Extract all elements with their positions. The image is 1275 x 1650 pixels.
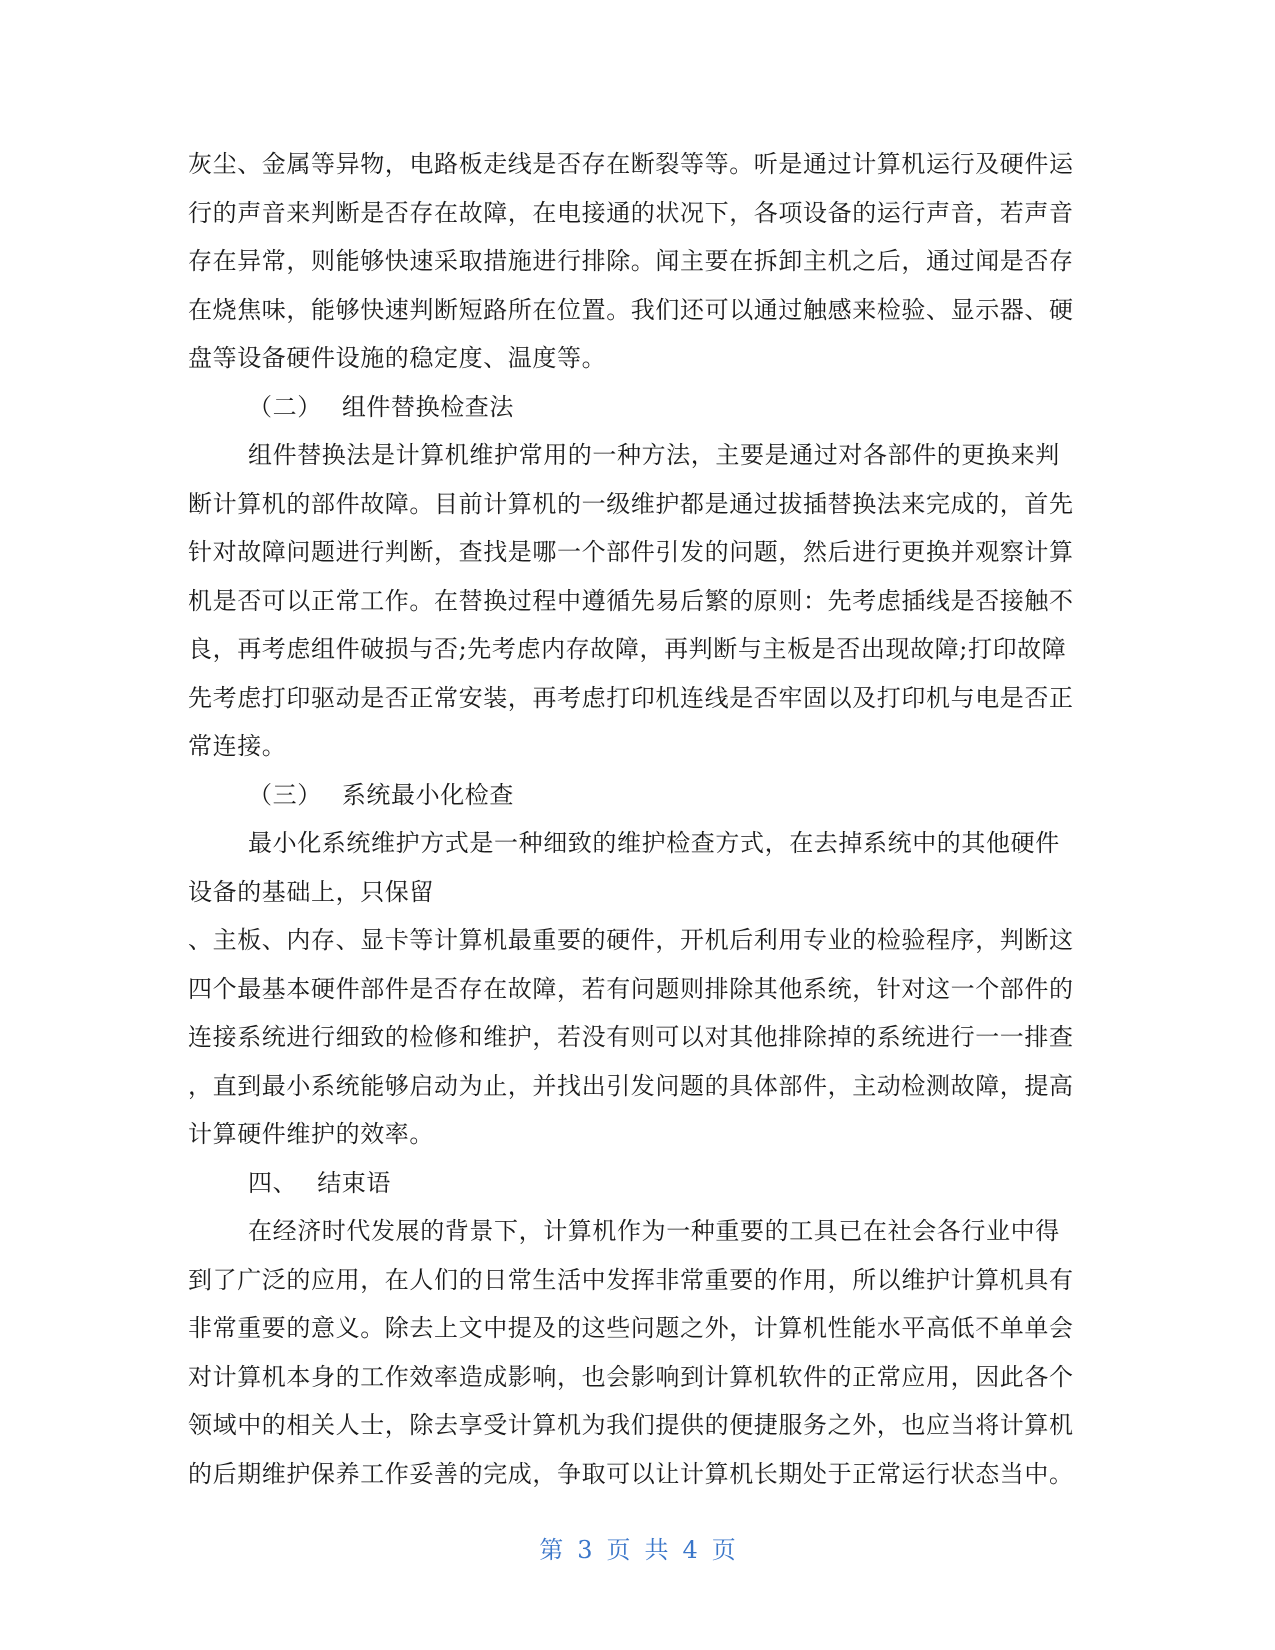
paragraph-line: 存在异常，则能够快速采取措施进行排除。闻主要在拆卸主机之后，通过闻是否存: [188, 247, 1074, 275]
paragraph-line: 在烧焦味，能够快速判断短路所在位置。我们还可以通过触感来检验、显示器、硬: [188, 295, 1074, 324]
section-title: 结束语: [317, 1168, 392, 1197]
paragraph-line: 领域中的相关人士，除去享受计算机为我们提供的便捷服务之外，也应当将计算机: [188, 1411, 1074, 1439]
paragraph-line: 先考虑打印驱动是否正常安装，再考虑打印机连线是否牢固以及打印机与电是否正: [188, 683, 1074, 712]
paragraph-line: 连接系统进行细致的检修和维护，若没有则可以对其他排除掉的系统进行一一排查: [188, 1023, 1074, 1051]
paragraph-line: 的后期维护保养工作妥善的完成，争取可以让计算机长期处于正常运行状态当中。: [188, 1459, 1074, 1488]
footer-total-label: 共: [644, 1536, 669, 1564]
paragraph-line: 、主板、内存、显卡等计算机最重要的硬件，开机后利用专业的检验程序，判断这: [188, 926, 1074, 954]
paragraph-line: 在经济时代发展的背景下，计算机作为一种重要的工具已在社会各行业中得: [248, 1217, 1060, 1245]
section-heading-3: [188, 771, 1088, 820]
section-title: 系统最小化检查: [341, 780, 515, 809]
section-number: （三）: [248, 780, 322, 809]
footer-page-label: 页: [606, 1536, 631, 1564]
paragraph-line: 四个最基本硬件部件是否存在故障，若有问题则排除其他系统，针对这一个部件的: [188, 974, 1074, 1003]
section-heading-4: [188, 1159, 1088, 1208]
paragraph-line: 盘等设备硬件设施的稳定度、温度等。: [188, 344, 607, 372]
footer-current-page: 3: [577, 1536, 593, 1564]
paragraph-line: ，直到最小系统能够启动为止，并找出引发问题的具体部件，主动检测故障，提高: [188, 1071, 1074, 1100]
page-body: [188, 140, 1088, 1498]
paragraph-line: 良，再考虑组件破损与否;先考虑内存故障，再判断与主板是否出现故障;打印故障: [188, 635, 1067, 663]
paragraph-line: 对计算机本身的工作效率造成影响，也会影响到计算机软件的正常应用，因此各个: [188, 1362, 1074, 1391]
paragraph-line: 非常重要的意义。除去上文中提及的这些问题之外，计算机性能水平高低不单单会: [188, 1314, 1074, 1342]
section-number: 四、: [248, 1168, 298, 1197]
section-heading-2: [188, 383, 1088, 432]
paragraph-line: 行的声音来判断是否存在故障，在电接通的状况下，各项设备的运行声音，若声音: [188, 198, 1074, 227]
section-title: 组件替换检查法: [341, 392, 515, 421]
footer-total-pages: 4: [682, 1536, 698, 1564]
paragraph-line: 灰尘、金属等异物，电路板走线是否存在断裂等等。听是通过计算机运行及硬件运: [188, 150, 1074, 178]
paragraph-line: 组件替换法是计算机维护常用的一种方法，主要是通过对各部件的更换来判: [248, 441, 1060, 469]
section-number: （二）: [248, 392, 322, 421]
paragraph-line: 计算硬件维护的效率。: [188, 1120, 434, 1148]
paragraph-line: 最小化系统维护方式是一种细致的维护检查方式，在去掉系统中的其他硬件: [248, 829, 1060, 857]
paragraph-line: 到了广泛的应用，在人们的日常生活中发挥非常重要的作用，所以维护计算机具有: [188, 1265, 1074, 1294]
paragraph-line: 常连接。: [188, 732, 287, 760]
paragraph-line: 针对故障问题进行判断，查找是哪一个部件引发的问题，然后进行更换并观察计算: [188, 538, 1074, 566]
page-footer: [0, 1530, 1275, 1565]
footer-prefix: 第: [539, 1536, 564, 1564]
paragraph-line: 设备的基础上，只保留: [188, 877, 434, 906]
paragraph-line: 机是否可以正常工作。在替换过程中遵循先易后繁的原则：先考虑插线是否接触不: [188, 586, 1074, 615]
footer-suffix: 页: [711, 1536, 736, 1564]
paragraph-line: 断计算机的部件故障。目前计算机的一级维护都是通过拔插替换法来完成的，首先: [188, 489, 1074, 518]
